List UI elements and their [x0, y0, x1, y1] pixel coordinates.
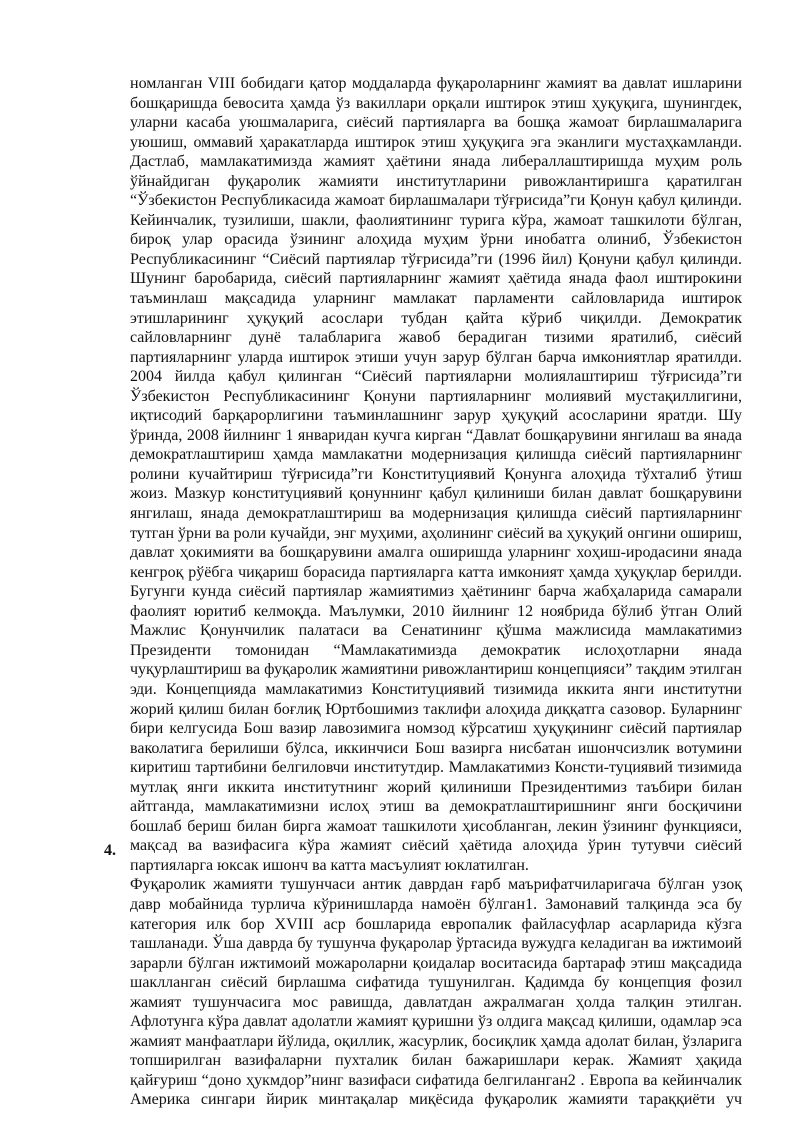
text-line: Бугунги кунда сиёсий партиялар жамиятимиз ҳаётининг барча жабҳаларида самарали	[130, 583, 742, 601]
text-line: сайловларнинг дунё талабларига жавоб берадиган тизими яратилиб, сиёсий	[130, 329, 742, 347]
text-line: мутлақ янги иккита институтнинг жорий қилиниши Президентимиз таъбири билан	[130, 778, 742, 796]
text-line: 2004 йилда қабул қилинган “Сиёсий партияларни молиялаштириш тўғрисида”ги	[130, 368, 742, 386]
text-line: Шунинг баробарида, сиёсий партияларнинг жамият ҳаётида янада фаол иштирокини	[130, 270, 742, 288]
text-line: Республикасининг “Сиёсий партиялар тўғрисида”ги (1996 йил) Қонуни қабул қилинди.	[130, 250, 742, 268]
text-line: тутган ўрни ва роли кучайди, энг муҳими, аҳолининг сиёсий ва ҳуқуқий онгини ошириш,	[130, 524, 742, 542]
text-line: Кейинчалик, тузилиши, шакли, фаолиятининг турига кўра, жамоат ташкилоти бўлган,	[130, 211, 742, 229]
text-line: Америка сингари йирик минтақалар миқёсида фуқаролик жамияти тараққиёти уч	[130, 1091, 742, 1109]
text-line: Фуқаролик жамияти тушунчаси антик даврдан ғарб маърифатчиларигача бўлган узоқ	[130, 876, 742, 894]
text-line: уларни касаба уюшмаларига, сиёсий партияларга ва бошқа жамоат бирлашмаларига	[130, 114, 742, 132]
text-line: Дастлаб, мамлакатимизда жамият ҳаётини янада либераллаштиришда муҳим роль	[130, 153, 742, 171]
text-line: Мажлис Қонунчилик палатаси ва Сенатининг қўшма мажлисида мамлакатимиз	[130, 622, 742, 640]
list-item-number: 4.	[104, 841, 116, 859]
text-line: шаклланган сиёсий бирлашма сифатида тушунилган. Қадимда бу концепция фозил	[130, 974, 742, 992]
text-line: партияларга юксак ишонч ва катта масъулият юклатилган.	[130, 856, 529, 874]
text-line: Афлотунга кўра давлат адолатли жамият қуришни ўз олдига мақсад қилиши, одамлар эса	[130, 1013, 742, 1031]
text-line: демократлаштириш ҳамда мамлакатни модернизация қилишда сиёсий партияларнинг	[130, 446, 742, 464]
text-line: бошлаб бериш билан бирга жамоат ташкилоти ҳисобланган, лекин ўзининг функцияси,	[130, 817, 742, 835]
text-line: номланган VIII бобидаги қатор моддаларда фуқароларнинг жамият ва давлат ишларини	[130, 75, 742, 92]
text-line: ваколатига берилиши бўлса, иккинчиси Бош вазирга нисбатан ишончсизлик вотумини	[130, 739, 742, 757]
text-line: мақсад ва вазифасига кўра жамият сиёсий ҳаётида алоҳида ўрин тутувчи сиёсий	[130, 837, 742, 855]
text-line: этишларининг ҳуқуқий асослари тубдан қайта кўриб чиқилди. Демократик	[130, 309, 742, 327]
text-line: топширилган вазифаларни пухталик билан бажаришлари керак. Жамият ҳақида	[130, 1052, 742, 1070]
text-line: фаолият юритиб келмоқда. Маълумки, 2010 йилнинг 12 ноябрида бўлиб ўтган Олий	[130, 602, 742, 620]
text-line: давлат ҳокимияти ва бошқарувини амалга оширишда уларнинг хоҳиш-иродасини янада	[130, 544, 742, 562]
text-line: давр мобайнида турлича кўринишларда намоён бўлган1. Замонавий талқинда эса бу	[130, 895, 742, 913]
text-line: “Ўзбекистон Республикасида жамоат бирлашмалари тўғрисида”ги Қонун қабул қилинди.	[130, 192, 742, 210]
text-line: иқтисодий барқарорлигини таъминлашнинг зарур ҳуқуқий асосларини яратди. Шу	[130, 407, 742, 425]
text-line: бироқ улар орасида ўзининг алоҳида муҳим ўрни инобатга олиниб, Ўзбекистон	[130, 231, 742, 249]
text-line: қайғуриш “доно ҳукмдор”нинг вазифаси сифатида белгиланган2 . Европа ва кейинчалик	[130, 1071, 742, 1089]
text-line: янгилаш, янада демократлаштириш ва модернизация қилишда сиёсий партияларнинг	[130, 505, 742, 523]
text-line: ўринда, 2008 йилнинг 1 январидан кучга кирган “Давлат бошқарувини янгилаш ва янада	[130, 426, 742, 444]
paragraph-continued	[130, 74, 742, 875]
text-line: партияларнинг уларда иштирок этиши учун зарур бўлган барча имкониятлар яратилди.	[130, 348, 742, 366]
text-line: Ўзбекистон Республикасининг Қонуни партияларнинг молиявий мустақиллигини,	[130, 387, 742, 405]
text-line: ўйнайдиган фуқаролик жамияти институтларини ривожлантиришга қаратилган	[130, 172, 742, 190]
text-line: киритиш тартибини белгиловчи институтдир. Мамлакатимиз Консти-туциявий тизимида	[130, 759, 742, 777]
text-line: категория илк бор XVIII аср бошларида европалик файласуфлар асарларида кўзга	[130, 915, 742, 933]
text-line: ролини кучайтириш тўғрисида”ги Конституциявий Қонунга алоҳида тўхталиб ўтиш	[130, 465, 742, 483]
text-line: уюшиш, оммавий ҳаракатларда иштирок этиш ҳуқуқига эга эканлиги мустаҳкамланди.	[130, 133, 742, 151]
document-body	[130, 74, 742, 1110]
text-line: таъминлаш мақсадида уларнинг мамлакат парламенти сайловларида иштирок	[130, 290, 742, 308]
text-line: айтганда, мамлакатимизни ислоҳ этиш ва демократлаштиришнинг янги босқичини	[130, 798, 742, 816]
text-line: чуқурлаштириш ва фуқаролик жамиятини ривожлантириш концепцияси” тақдим этилган	[130, 661, 742, 679]
text-line: жорий қилиш билан боғлиқ Юртбошимиз таклифи алоҳида диққатга сазовор. Буларнинг	[130, 700, 742, 718]
text-line: эди. Концепцияда мамлакатимиз Конституциявий тизимида иккита янги институтни	[130, 680, 742, 698]
text-line: кенгроқ рўёбга чиқариш борасида партияларга катта имконият ҳамда ҳуқуқлар берилди.	[130, 563, 742, 581]
text-line: жоиз. Мазкур конституциявий қонуннинг қабул қилиниши билан давлат бошқарувини	[130, 485, 742, 503]
text-line: бири келгусида Бош вазир лавозимига номзод кўрсатиш ҳуқуқининг сиёсий партиялар	[130, 720, 742, 738]
list-item-4-text	[130, 875, 742, 1110]
text-line: бошқаришда бевосита ҳамда ўз вакиллари орқали иштирок этиш ҳуқуқига, шунингдек,	[130, 94, 742, 112]
text-line: жамият манфаатлари йўлида, оқиллик, жасурлик, босиқлик ҳамда адолат билан, ўзларига	[130, 1032, 742, 1050]
text-line: Президенти томонидан “Мамлакатимизда демократик ислоҳотларни янада	[130, 641, 742, 659]
text-line: зарарли бўлган ижтимоий можароларни қоидалар воситасида бартараф этиш мақсадида	[130, 954, 742, 972]
text-line: жамият тушунчасига мос равишда, давлатдан ажралмаган ҳолда талқин этилган.	[130, 993, 742, 1011]
text-line: ташланади. Ўша даврда бу тушунча фуқаролар ўртасида вужудга келадиган ва ижтимоий	[130, 935, 742, 953]
